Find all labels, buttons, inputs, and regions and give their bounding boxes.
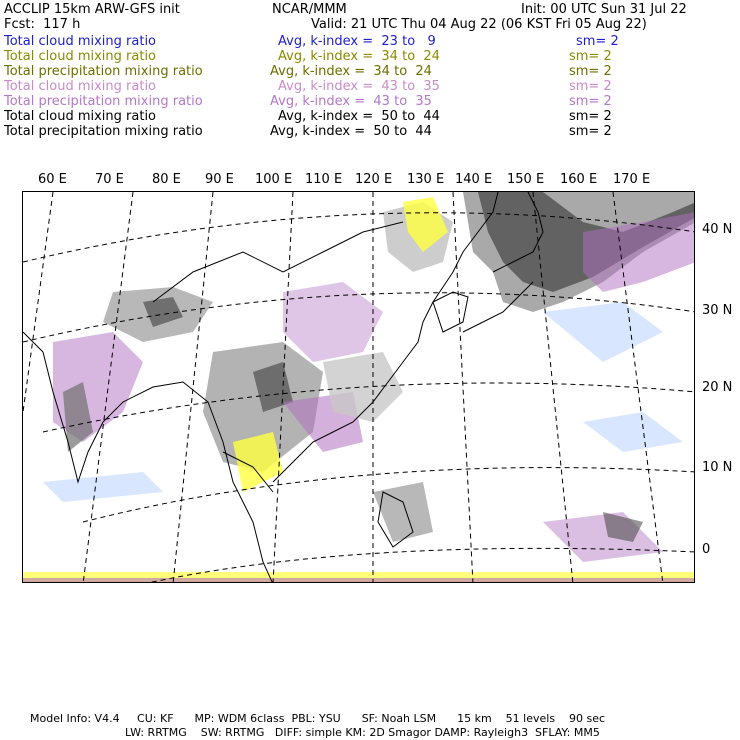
longitude-label: 80 E [152, 172, 181, 187]
legend-field-name: Total cloud mixing ratio [4, 34, 157, 49]
legend-smoothing: sm= 2 [569, 79, 612, 94]
longitude-label: 110 E [305, 172, 343, 187]
legend-field-name: Total precipitation mixing ratio [4, 64, 203, 79]
center-label: NCAR/MMM [272, 2, 347, 17]
init-time: Init: 00 UTC Sun 31 Jul 22 [521, 2, 687, 17]
model-info: Model Info: V4.4 CU: KF MP: WDM 6class PBL: YSU SF: Noah LSM 15 km 51 levels 90 sec [30, 712, 606, 725]
legend-avg-range: Avg, k-index = 34 to 24 [278, 49, 440, 64]
map-svg [23, 192, 695, 583]
longitude-label: 70 E [95, 172, 124, 187]
legend-avg-range: Avg, k-index = 23 to 9 [278, 34, 436, 49]
legend-avg-range: Avg, k-index = 50 to 44 [270, 124, 432, 139]
longitude-label: 120 E [355, 172, 393, 187]
legend-avg-range: Avg, k-index = 50 to 44 [278, 109, 440, 124]
legend-avg-range: Avg, k-index = 43 to 35 [270, 94, 432, 109]
forecast-hour: Fcst: 117 h [4, 17, 81, 32]
legend-avg-range: Avg, k-index = 34 to 24 [270, 64, 432, 79]
model-title: ACCLIP 15km ARW-GFS init [4, 2, 180, 17]
latitude-label: 0 [702, 542, 711, 557]
latitude-label: 30 N [702, 303, 733, 318]
legend-smoothing: sm= 2 [569, 94, 612, 109]
latitude-label: 20 N [702, 380, 733, 395]
legend-field-name: Total precipitation mixing ratio [4, 94, 203, 109]
legend-smoothing: sm= 2 [569, 64, 612, 79]
legend-smoothing: sm= 2 [576, 34, 619, 49]
legend-smoothing: sm= 2 [569, 49, 612, 64]
legend-field-name: Total cloud mixing ratio [4, 49, 157, 64]
longitude-label: 140 E [455, 172, 493, 187]
longitude-label: 170 E [613, 172, 651, 187]
map-panel [22, 191, 695, 583]
legend-field-name: Total cloud mixing ratio [4, 79, 157, 94]
latitude-label: 10 N [702, 460, 733, 475]
longitude-label: 100 E [255, 172, 293, 187]
legend-smoothing: sm= 2 [569, 124, 612, 139]
longitude-label: 150 E [507, 172, 545, 187]
legend-field-name: Total precipitation mixing ratio [4, 124, 203, 139]
longitude-label: 60 E [38, 172, 67, 187]
longitude-label: 160 E [560, 172, 598, 187]
legend-avg-range: Avg, k-index = 43 to 35 [278, 79, 440, 94]
latitude-label: 40 N [702, 222, 733, 237]
legend-smoothing: sm= 2 [569, 109, 612, 124]
longitude-label: 130 E [407, 172, 445, 187]
longitude-label: 90 E [205, 172, 234, 187]
valid-time: Valid: 21 UTC Thu 04 Aug 22 (06 KST Fri 05 Aug 22) [311, 17, 647, 32]
legend-field-name: Total cloud mixing ratio [4, 109, 157, 124]
physics-info: LW: RRTMG SW: RRTMG DIFF: simple KM: 2D Smagor DAMP: Rayleigh3 SFLAY: MM5 [125, 726, 600, 739]
